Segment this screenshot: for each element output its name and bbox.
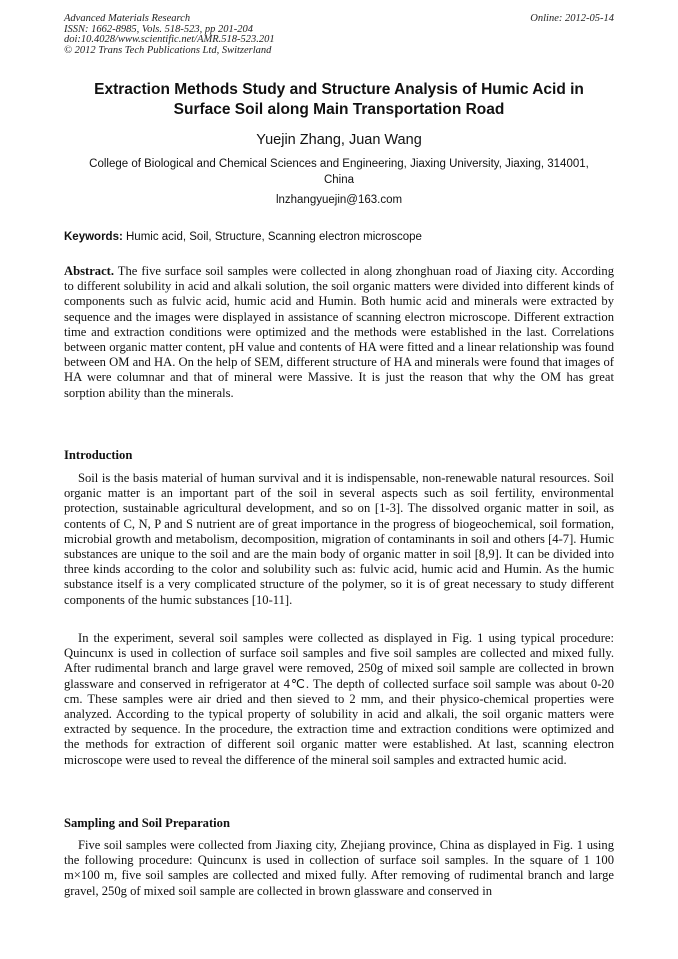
authors: Yuejin Zhang, Juan Wang <box>256 132 422 148</box>
introduction-heading: Introduction <box>64 448 133 462</box>
journal-name: Advanced Materials Research <box>64 13 191 24</box>
affiliation <box>64 156 614 188</box>
online-date: Online: 2012-05-14 <box>530 13 614 24</box>
abstract-text: The five surface soil samples were collected in along zhonghuan road of Jiaxing city. According to different solubility in acid and alkali solution, the soil organic matters were divided into different kinds of components such as fulvic acid, humic acid and Humin. Both humic acid and minerals were extracted by sequence and the images were displayed in assistance of scanning electron microscope. Different extraction time and extraction conditions were optimized and the methods were established in the last. Correlations between organic matter content, pH value and contents of HA were fitted and a linear relationship was found between OM and HA. On the help of SEM, different structure of HA and minerals were found that images of HA were columnar and that of mineral were Massive. It is just the reason that why the OM has great sorption ability than the minerals. <box>64 264 614 400</box>
keywords-text: Humic acid, Soil, Structure, Scanning electron microscope <box>122 231 422 243</box>
issn-line: ISSN: 1662-8985, Vols. 518-523, pp 201-204 <box>64 23 253 35</box>
abstract <box>64 264 614 401</box>
author-email: lnzhangyuejin@163.com <box>275 194 403 206</box>
copyright-line: © 2012 Trans Tech Publications Ltd, Switzerland <box>64 44 272 56</box>
paper-title <box>64 80 614 120</box>
affiliation-line-2: China <box>323 174 355 186</box>
journal-header <box>64 14 275 56</box>
introduction-paragraph-1: Soil is the basis material of human survival and it is indispensable, non-renewable natural resources. Soil organic matter is an important part of the soil in several aspects such as soil fertility, environmental protection, sustainable agricultural development, and so on [1-3]. The dissolved organic matter in soil, as contents of C, N, P and S nutrient are of great importance in the progress of biogeochemical, soil formation, microbial growth and metabolism, decomposition, migration of contaminants in soil and others [4-7]. Humic substances are unique to the soil and are the main body of organic matter in soil [8,9]. It can be divided into three kinds according to the color and solubility such as: fulvic acid, humic acid and Humin. As the humic substance itself is a very complicated structure of the polymer, so it is of great necessary to study different components of the humic substances [10-11]. <box>64 471 614 607</box>
introduction-paragraph-2: In the experiment, several soil samples were collected as displayed in Fig. 1 using typical procedure: Quincunx is used in collection of surface soil samples and five soil samples are collected and mixed fully. After rudimental branch and large gravel were removed, 250g of mixed soil sample are collected in brown glassware and conserved in refrigerator at 4℃. The depth of collected surface soil sample was about 0-20 cm. These samples were air dried and then sieved to 2 mm, and their physico-chemical properties were analyzed. According to the typical property of solubility in acid and alkali, the soil organic matters were extracted by sequence. In the procedure, the extraction time and extraction conditions were optimized and the methods for extraction of different soil organic matter were established. At last, scanning electron microscope were used to reveal the difference of the mineral soil samples and extracted humic acid. <box>64 631 614 767</box>
affiliation-line-1: College of Biological and Chemical Sciences and Engineering, Jiaxing University, Jiaxing, 314001, <box>89 158 589 170</box>
sampling-paragraph-1: Five soil samples were collected from Jiaxing city, Zhejiang province, China as displayed in Fig. 1 using the following procedure: Quincunx is used in collection of surface soil samples. In the square of 1 100 m×100 m, five soil samples are collected and mixed fully. After removing of rudimental branch and large gravel, 250g of mixed soil sample are collected in brown glassware and conserved in <box>64 838 614 898</box>
doi-line: doi:10.4028/www.scientific.net/AMR.518-523.201 <box>64 34 275 45</box>
title-line-2: Surface Soil along Main Transportation Road <box>173 101 505 118</box>
keywords <box>64 229 614 245</box>
abstract-label: Abstract. <box>64 264 115 278</box>
sampling-heading: Sampling and Soil Preparation <box>64 816 230 830</box>
title-line-1: Extraction Methods Study and Structure Analysis of Humic Acid in <box>94 81 584 98</box>
keywords-label: Keywords: <box>64 231 123 243</box>
